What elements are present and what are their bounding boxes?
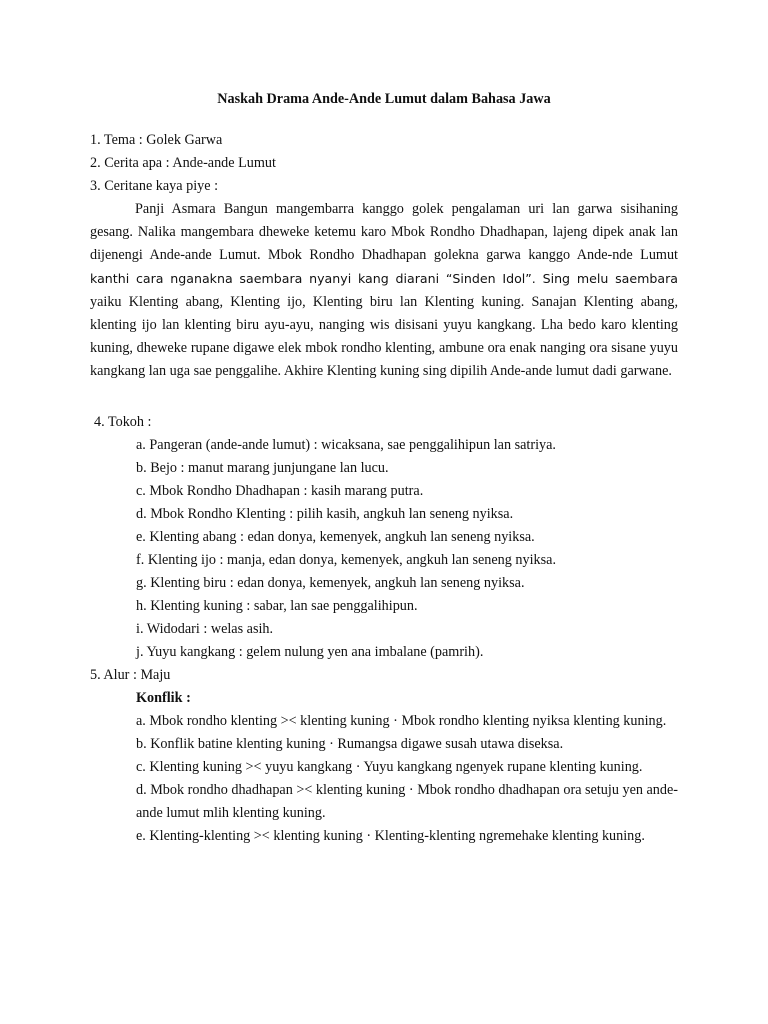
tokoh-heading: 4. Tokoh : <box>94 414 152 430</box>
konflik-item: c. Klenting kuning >< yuyu kangkang · Yuyu kangkang ngenyek rupane klenting kuning. <box>136 759 643 775</box>
item-ceritane: 3. Ceritane kaya piye : <box>90 178 219 194</box>
list-item: i. Widodari : welas asih. <box>136 621 274 637</box>
konflik-label: Konflik : <box>136 690 191 706</box>
list-item: d. Mbok Rondho Klenting : pilih kasih, angkuh lan seneng nyiksa. <box>136 506 514 522</box>
item-tema: 1. Tema : Golek Garwa <box>90 132 223 148</box>
story-paragraph-part1: Panji Asmara Bangun mangembarra kanggo golek pengalaman uri lan garwa sisihaning gesang. Nalika mangembara dheweke ketemu karo Mbok Rondho Dhadhapan, lajeng dipek anak lan dijenengi Ande-ande Lumut. Mbok Rondho Dhadhapan golekna garwa kanggo Ande-nde Lumut <box>90 201 678 263</box>
list-item: g. Klenting biru : edan donya, kemenyek, angkuh lan seneng nyiksa. <box>136 575 525 591</box>
list-item: f. Klenting ijo : manja, edan donya, kemenyek, angkuh lan seneng nyiksa. <box>136 552 556 568</box>
alur-heading: 5. Alur : Maju <box>90 667 171 683</box>
list-item: a. Pangeran (ande-ande lumut) : wicaksana, sae penggalihipun lan satriya. <box>136 437 556 453</box>
tokoh-list <box>90 434 678 664</box>
story-paragraph-part2: kanthi cara nganakna saembara nyanyi kang diarani “Sinden Idol”. Sing melu saembara <box>90 271 678 286</box>
document-page <box>90 88 678 848</box>
konflik-item: d. Mbok rondho dhadhapan >< klenting kuning · Mbok rondho dhadhapan ora setuju yen ande-ande lumut mlih klenting kuning. <box>136 782 679 821</box>
konflik-item: a. Mbok rondho klenting >< klenting kuning · Mbok rondho klenting nyiksa klenting kuning. <box>136 713 667 729</box>
konflik-section <box>90 687 678 848</box>
list-item: h. Klenting kuning : sabar, lan sae penggalihipun. <box>136 598 418 614</box>
item-cerita: 2. Cerita apa : Ande-ande Lumut <box>90 155 276 171</box>
konflik-item: b. Konflik batine klenting kuning · Rumangsa digawe susah utawa diseksa. <box>136 736 564 752</box>
list-item: c. Mbok Rondho Dhadhapan : kasih marang putra. <box>136 483 424 499</box>
spacer <box>90 383 678 406</box>
list-item: e. Klenting abang : edan donya, kemenyek, angkuh lan seneng nyiksa. <box>136 529 535 545</box>
list-item: j. Yuyu kangkang : gelem nulung yen ana imbalane (pamrih). <box>136 644 484 660</box>
konflik-item: e. Klenting-klenting >< klenting kuning · Klenting-klenting ngremehake klenting kuning. <box>136 828 645 844</box>
document-title: Naskah Drama Ande-Ande Lumut dalam Bahasa Jawa <box>217 91 551 107</box>
list-item: b. Bejo : manut marang junjungane lan lucu. <box>136 460 389 476</box>
story-paragraph-part3: yaiku Klenting abang, Klenting ijo, Klenting biru lan Klenting kuning. Sanajan Klenting abang, klenting ijo lan klenting biru ayu-ayu, nanging wis disisani yuyu kangkang. Lha bedo karo klenting kuning, dheweke rupane digawe elek mbok rondho klenting, ambune ora enak nanging ora sisane yuyu kangkang lan uga sae penggalihe. Akhire Klenting kuning sing dipilih Ande-ande lumut dadi garwane. <box>90 294 678 379</box>
story-paragraph <box>90 198 678 383</box>
